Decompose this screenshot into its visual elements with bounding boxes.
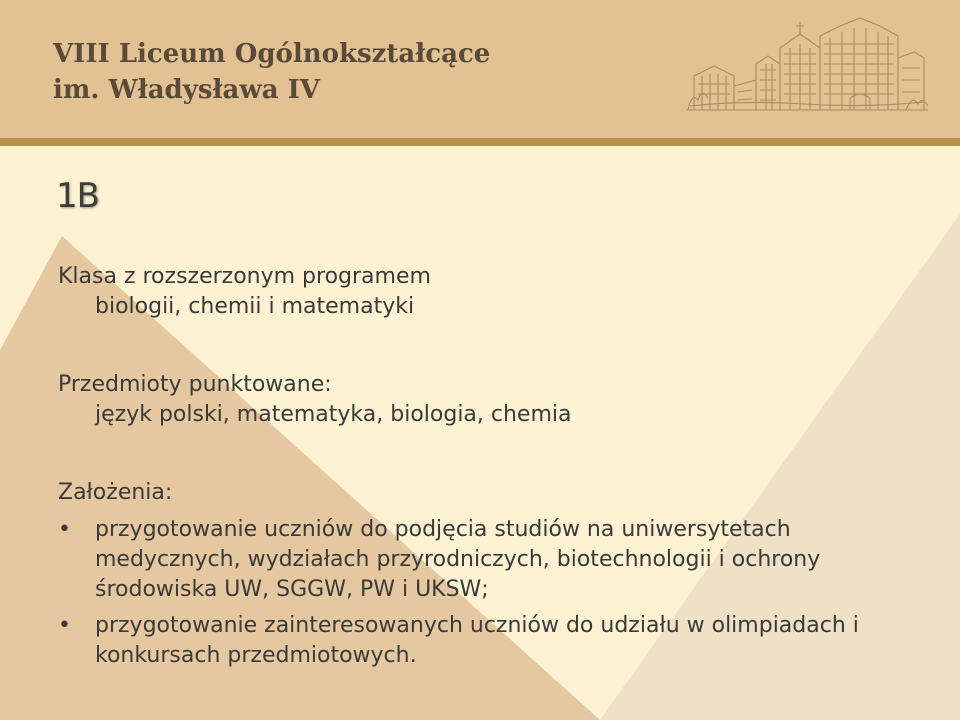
slide-title: 1B (56, 176, 99, 216)
goal-text: przygotowanie zainteresowanych uczniów do udziału w olimpiadach i konkursach przedmiotowych. (95, 613, 859, 668)
profile-subjects: biologii, chemii i matematyki (95, 294, 415, 319)
profile-heading: Klasa z rozszerzonym programem (58, 264, 431, 289)
bullet-dot-icon: • (58, 517, 71, 542)
scored-subjects-list: język polski, matematyka, biologia, chemia (95, 402, 572, 427)
goals-heading: Założenia: (58, 480, 173, 505)
goal-item (58, 611, 938, 671)
school-name (53, 36, 490, 108)
school-name-line2: im. Władysława IV (53, 75, 320, 105)
school-building-icon (684, 14, 930, 120)
scored-subjects-heading: Przedmioty punktowane: (58, 372, 332, 397)
bullet-dot-icon: • (58, 613, 71, 638)
slide-content (58, 262, 938, 671)
header-rule (0, 138, 960, 146)
school-name-line1: VIII Liceum Ogólnokształcące (53, 39, 491, 69)
goal-text: przygotowanie uczniów do podjęcia studiów na uniwersytetach medycznych, wydziałach przyrodniczych, biotechnologii i ochrony środowiska UW, SGGW, PW i UKSW; (95, 517, 821, 602)
goal-item (58, 515, 938, 605)
goals-list (58, 515, 938, 671)
